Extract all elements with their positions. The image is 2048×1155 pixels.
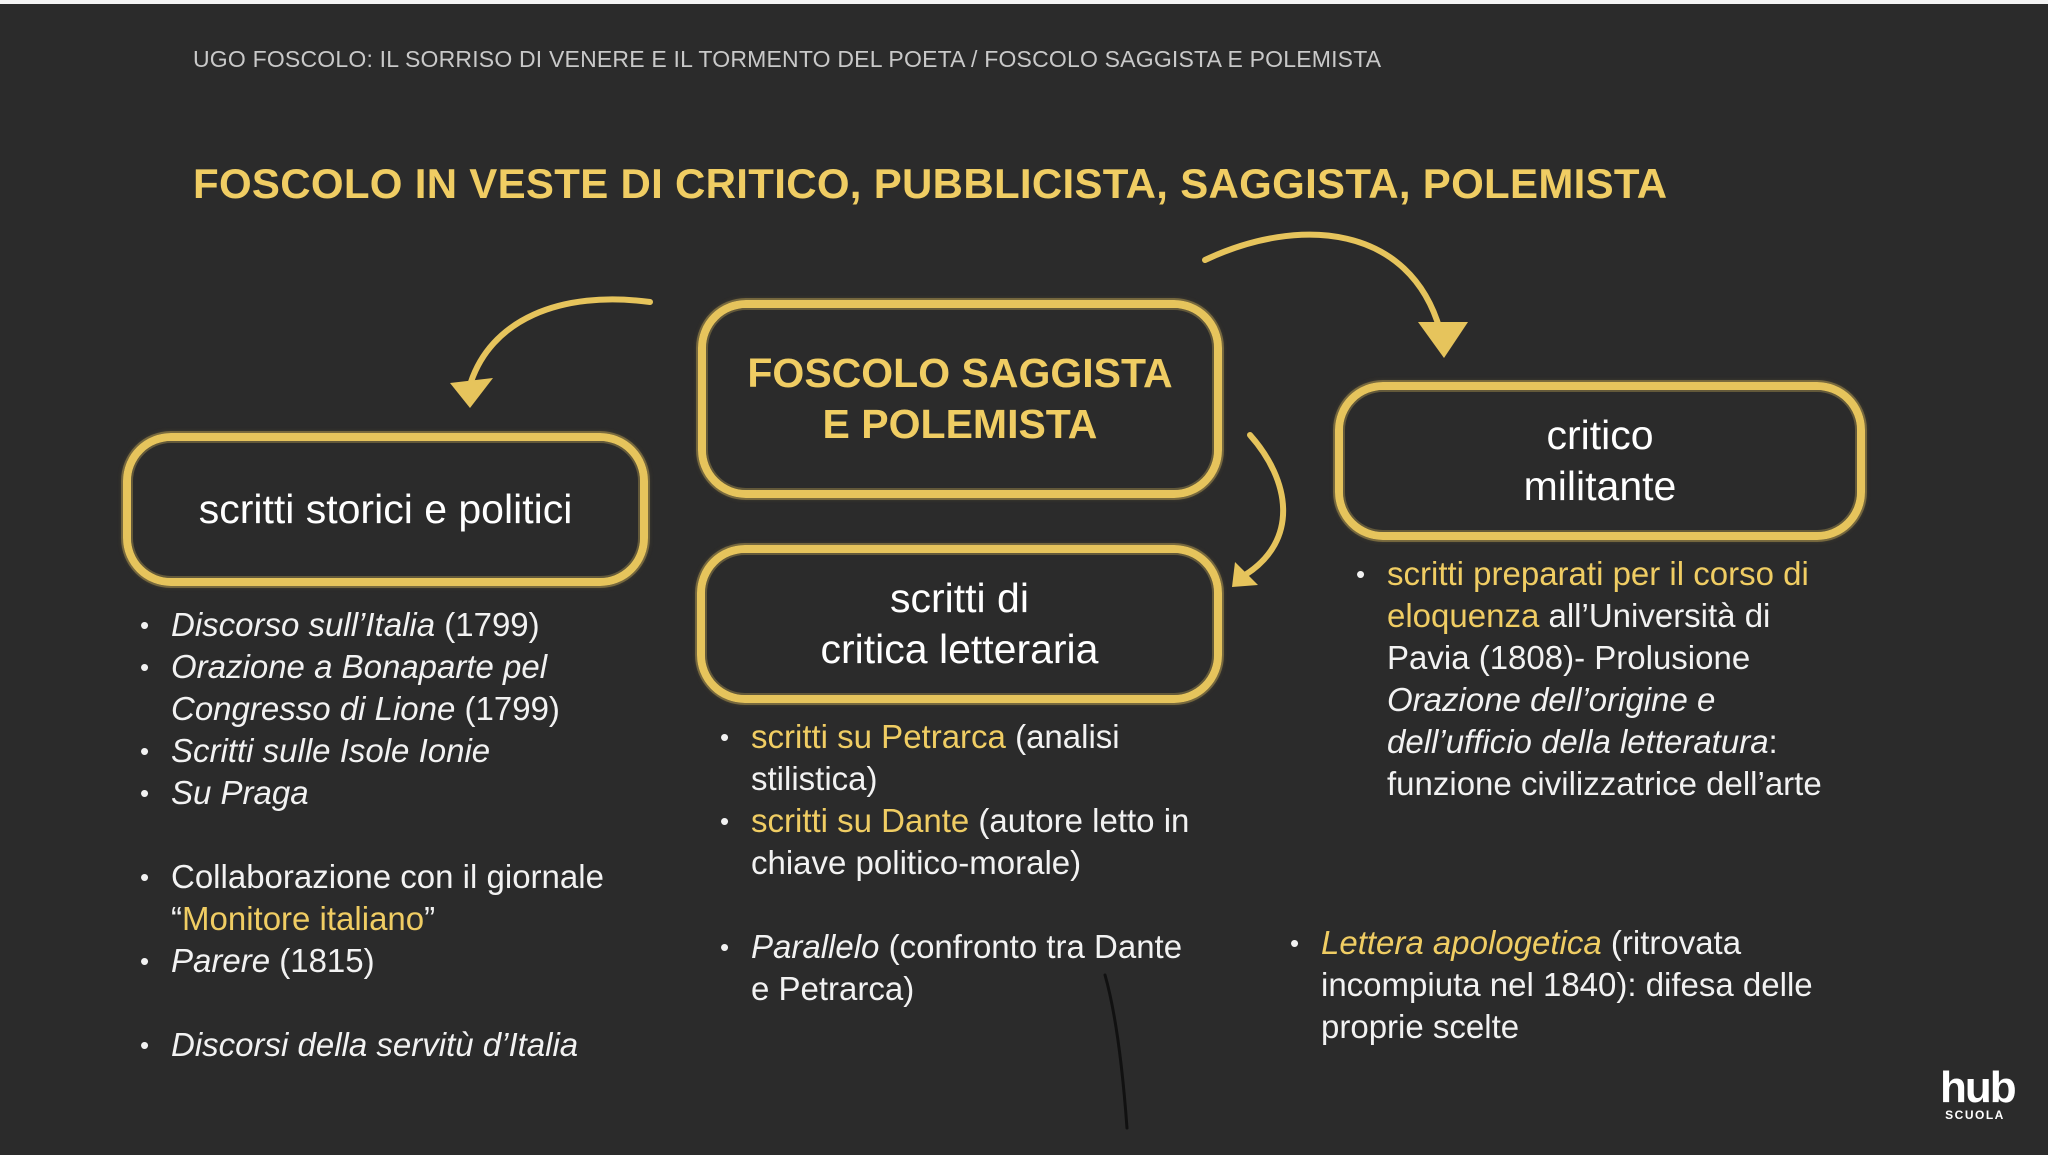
box-left-label: scritti storici e politici [198, 486, 573, 532]
box-right-line2: militante [1523, 463, 1677, 509]
arrowhead-left [450, 378, 493, 408]
list-item: • Parere (1815) [140, 940, 660, 982]
box-scritti-storici [123, 433, 648, 586]
list-item: • Orazione a Bonaparte pel Congresso di Lione (1799) [140, 646, 660, 730]
list-item: • Scritti sulle Isole Ionie [140, 730, 660, 772]
list-item: • scritti su Dante (autore letto in chiave politico-morale) [720, 800, 1240, 884]
list-item: • Su Praga [140, 772, 660, 814]
box-critica-letteraria [697, 545, 1222, 703]
right-list-top [1356, 553, 1896, 805]
arrow-to-right-box [1205, 235, 1440, 330]
page-title: FOSCOLO IN VESTE DI CRITICO, PUBBLICISTA, SAGGISTA, POLEMISTA [193, 160, 1668, 207]
breadcrumb: UGO FOSCOLO: IL SORRISO DI VENERE E IL TORMENTO DEL POETA / FOSCOLO SAGGISTA E POLEMISTA [193, 46, 1382, 72]
logo-sub: SCUOLA [1945, 1108, 2005, 1122]
box-foscolo-saggista [698, 300, 1222, 498]
box-middle-line2: critica letteraria [820, 626, 1099, 672]
list-item: • Discorsi della servitù d’Italia [140, 1024, 660, 1066]
list-item: • Discorso sull’Italia (1799) [140, 604, 660, 646]
middle-list [720, 716, 1240, 1010]
arrow-to-middle-box [1245, 435, 1283, 575]
right-list-bottom [1290, 922, 1890, 1048]
hub-scuola-logo [1940, 1063, 2015, 1122]
box-center-line2: E POLEMISTA [822, 401, 1098, 447]
list-item: • Collaborazione con il giornale “Monitore italiano” [140, 856, 660, 940]
box-right-line1: critico [1546, 412, 1654, 458]
arrow-to-left-box [470, 299, 650, 385]
logo-brand: hub [1940, 1063, 2015, 1112]
list-item: • scritti su Petrarca (analisi stilistica) [720, 716, 1240, 800]
box-middle-line1: scritti di [890, 575, 1029, 621]
list-item: • scritti preparati per il corso di eloquenza all’Università di Pavia (1808)- Prolusione Orazione dell’origine e dell’ufficio della letteratura: funzione civilizzatrice dell’arte [1356, 553, 1896, 805]
list-item: • Parallelo (confronto tra Dante e Petrarca) [720, 926, 1240, 1010]
arrowhead-right [1418, 322, 1468, 358]
list-item: • Lettera apologetica (ritrovata incompiuta nel 1840): difesa delle proprie scelte [1290, 922, 1890, 1048]
box-critico-militante [1335, 382, 1865, 540]
left-list [140, 604, 660, 1066]
box-center-line1: FOSCOLO SAGGISTA [747, 350, 1173, 396]
